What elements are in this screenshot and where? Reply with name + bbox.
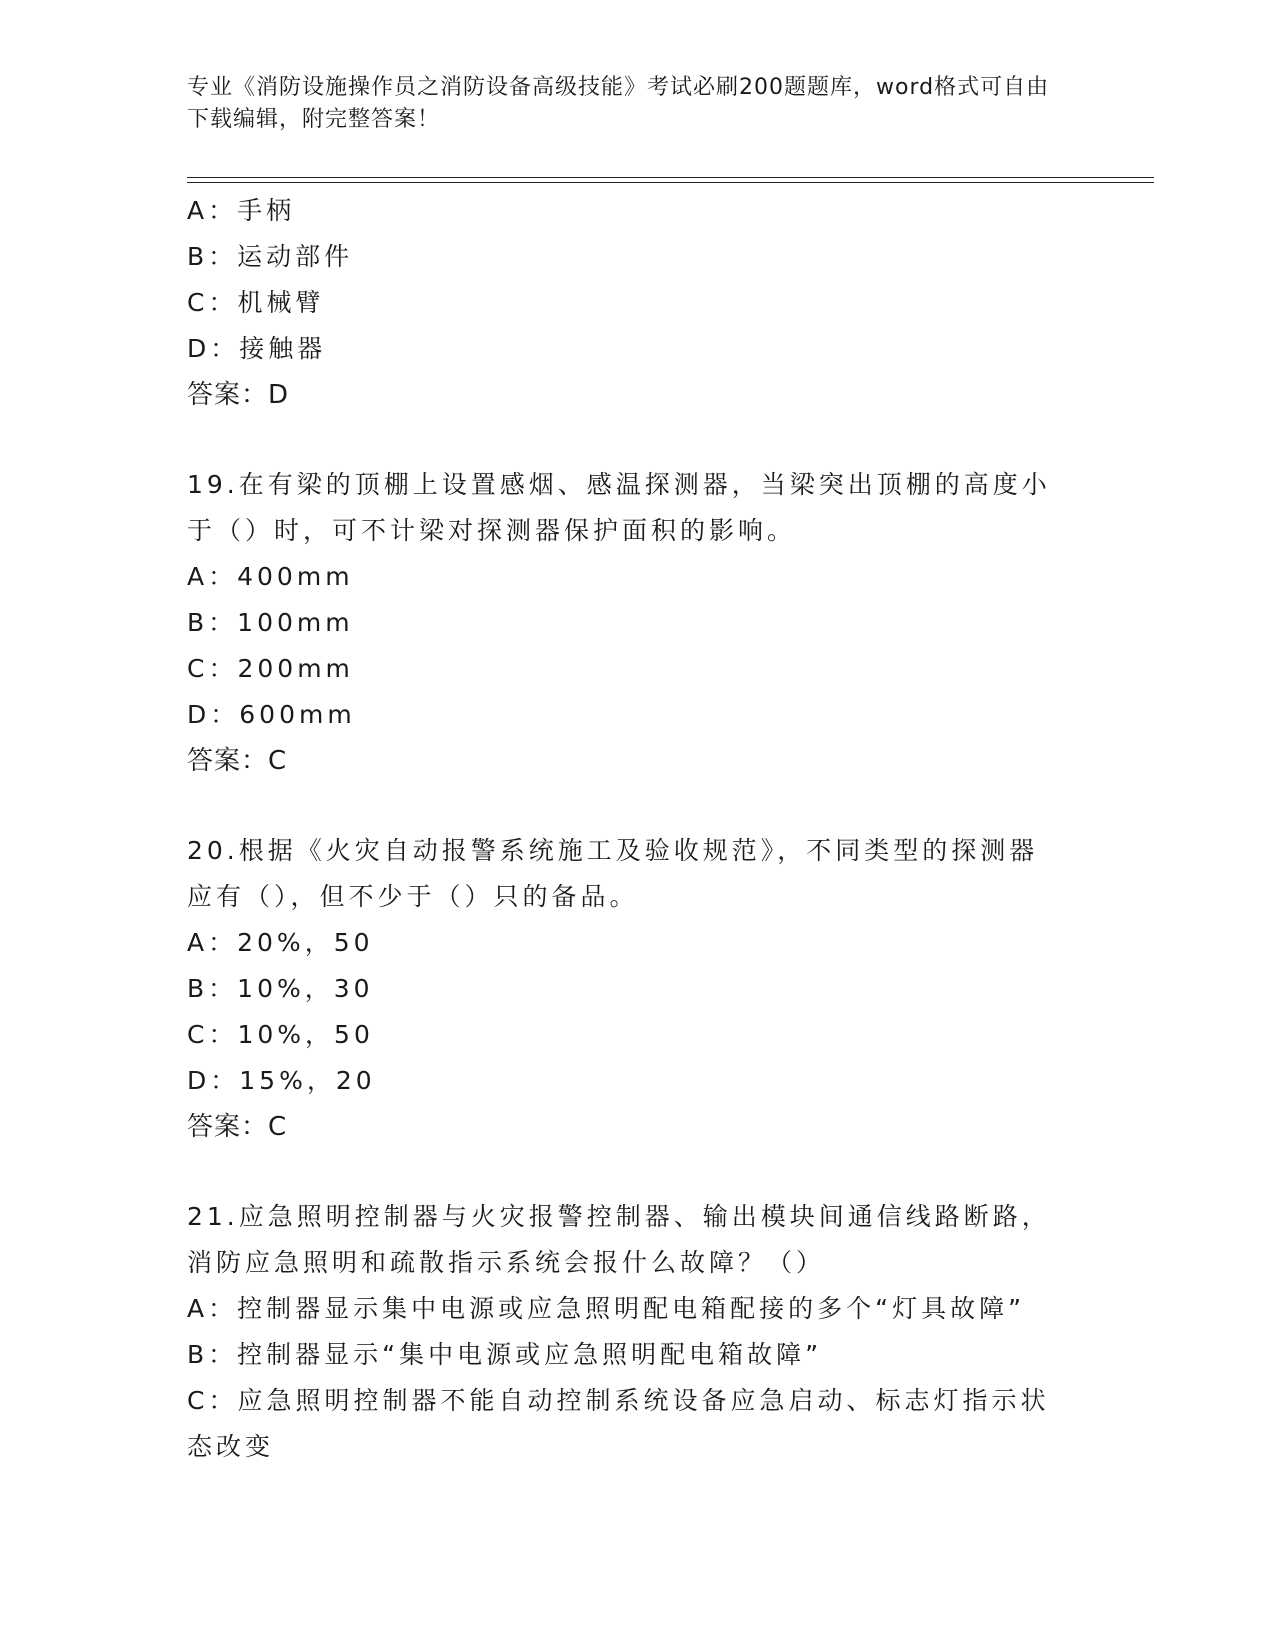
question-20 xyxy=(187,828,1087,1150)
option-label: C xyxy=(187,288,209,317)
option-label: B xyxy=(187,608,209,637)
option-c: C：机械臂 xyxy=(187,288,325,317)
question-text: 20.根据《火灾自动报警系统施工及验收规范》，不同类型的探测器应有（），但不少于（）只的备品。 xyxy=(187,836,1039,911)
option-text: 接触器 xyxy=(239,334,327,363)
header-rule-top xyxy=(187,177,1154,178)
option-label: A xyxy=(187,928,209,957)
option-text: 600mm xyxy=(239,700,356,729)
option-label: D xyxy=(187,1066,211,1095)
option-label: D xyxy=(187,334,211,363)
option-label: C xyxy=(187,1020,209,1049)
option-label: B xyxy=(187,1340,209,1369)
option-b: B：运动部件 xyxy=(187,242,354,271)
option-label: B xyxy=(187,242,209,271)
option-b: B：控制器显示“集中电源或应急照明配电箱故障” xyxy=(187,1340,823,1369)
option-label: C xyxy=(187,1386,209,1415)
option-c: C：200mm xyxy=(187,654,354,683)
option-text: 200mm xyxy=(237,654,354,683)
option-text: 400mm xyxy=(237,562,354,591)
option-text: 手柄 xyxy=(237,196,296,225)
option-label: D xyxy=(187,700,211,729)
prev-question-options xyxy=(187,188,1087,418)
option-b: B：10%，30 xyxy=(187,974,374,1003)
option-label: A xyxy=(187,1294,209,1323)
option-text: 20%，50 xyxy=(237,928,374,957)
answer-line: 答案：C xyxy=(187,1112,288,1142)
option-label: A xyxy=(187,562,209,591)
option-b: B：100mm xyxy=(187,608,354,637)
option-text: 10%，30 xyxy=(237,974,374,1003)
option-a: A：手柄 xyxy=(187,196,296,225)
option-a: A：控制器显示集中电源或应急照明配电箱配接的多个“灯具故障” xyxy=(187,1294,1026,1323)
question-19 xyxy=(187,462,1087,784)
option-text: 100mm xyxy=(237,608,354,637)
document-header: 专业《消防设施操作员之消防设备高级技能》考试必刷200题题库，word格式可自由下载编辑，附完整答案！ xyxy=(187,75,1050,132)
option-c: C：10%，50 xyxy=(187,1020,374,1049)
header-rule-bottom xyxy=(187,182,1154,183)
option-text: 10%，50 xyxy=(237,1020,374,1049)
option-a: A：20%，50 xyxy=(187,928,374,957)
option-label: C xyxy=(187,654,209,683)
option-d: D：接触器 xyxy=(187,334,327,363)
option-label: B xyxy=(187,974,209,1003)
option-d: D：15%，20 xyxy=(187,1066,376,1095)
option-label: A xyxy=(187,196,209,225)
option-a: A：400mm xyxy=(187,562,354,591)
option-text: 运动部件 xyxy=(237,242,354,271)
option-text: 15%，20 xyxy=(239,1066,376,1095)
question-text: 21.应急照明控制器与火灾报警控制器、输出模块间通信线路断路，消防应急照明和疏散指示系统会报什么故障？（） xyxy=(187,1202,1051,1277)
question-21 xyxy=(187,1194,1087,1470)
question-text: 19.在有梁的顶棚上设置感烟、感温探测器，当梁突出顶棚的高度小于（）时，可不计梁对探测器保护面积的影响。 xyxy=(187,470,1051,545)
option-text: 机械臂 xyxy=(237,288,325,317)
option-d: D：600mm xyxy=(187,700,356,729)
answer-line: 答案：C xyxy=(187,746,288,776)
option-text: 应急照明控制器不能自动控制系统设备应急启动、标志灯指示状态改变 xyxy=(187,1386,1050,1461)
question-content xyxy=(187,188,1087,1470)
answer-line: 答案：D xyxy=(187,380,290,410)
option-c: C：应急照明控制器不能自动控制系统设备应急启动、标志灯指示状态改变 xyxy=(187,1386,1050,1461)
option-text: 控制器显示“集中电源或应急照明配电箱故障” xyxy=(237,1340,823,1369)
option-text: 控制器显示集中电源或应急照明配电箱配接的多个“灯具故障” xyxy=(237,1294,1026,1323)
